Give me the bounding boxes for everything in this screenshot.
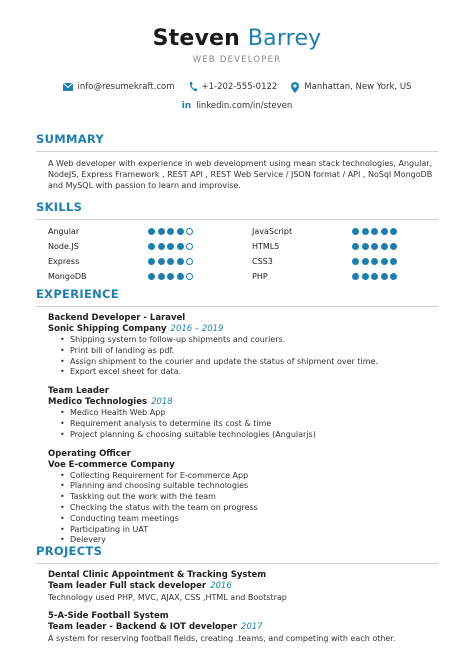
rating-dot-filled bbox=[352, 228, 359, 235]
location-pin-icon bbox=[291, 82, 299, 93]
skill-item bbox=[252, 256, 442, 267]
summary-title: SUMMARY bbox=[36, 132, 105, 146]
rating-dot-filled bbox=[167, 243, 174, 250]
skills-section bbox=[36, 200, 438, 282]
rating-dot-filled bbox=[148, 258, 155, 265]
section-divider bbox=[36, 219, 438, 220]
job-bullet: • Checking the status with the team on progress bbox=[60, 503, 438, 514]
resume-header bbox=[0, 26, 474, 65]
skill-item bbox=[48, 226, 238, 237]
projects-list bbox=[48, 570, 438, 644]
skills-grid bbox=[48, 226, 438, 282]
rating-dot-filled bbox=[167, 258, 174, 265]
last-name: Barrey bbox=[247, 26, 322, 51]
location-text: Manhattan, New York, US bbox=[304, 82, 412, 92]
linkedin-text: linkedin.com/in/steven bbox=[196, 101, 293, 111]
skill-rating bbox=[148, 243, 193, 250]
project-role-line bbox=[48, 622, 438, 633]
rating-dot-filled bbox=[158, 273, 165, 280]
job-bullet: • Print bill of landing as pdf. bbox=[60, 346, 438, 357]
skill-item bbox=[252, 271, 442, 282]
project-name: 5-A-Side Football System bbox=[48, 611, 169, 621]
project-entry bbox=[48, 611, 438, 644]
rating-dot-filled bbox=[158, 228, 165, 235]
job-bullets bbox=[60, 408, 438, 440]
rating-dot-filled bbox=[148, 273, 155, 280]
rating-dot-filled bbox=[390, 273, 397, 280]
rating-dot-empty bbox=[186, 243, 193, 250]
contact-location bbox=[291, 82, 411, 93]
skill-rating bbox=[352, 273, 397, 280]
contact-linkedin[interactable] bbox=[182, 101, 293, 111]
rating-dot-filled bbox=[177, 273, 184, 280]
company-name: Sonic Shipping Company bbox=[48, 324, 167, 334]
project-role-line bbox=[48, 581, 438, 592]
first-name: Steven bbox=[152, 26, 240, 51]
rating-dot-filled bbox=[177, 243, 184, 250]
rating-dot-empty bbox=[186, 258, 193, 265]
company-name: Medico Technologies bbox=[48, 397, 148, 408]
job-title: Operating Officer bbox=[48, 448, 131, 459]
rating-dot-empty bbox=[186, 228, 193, 235]
rating-dot-filled bbox=[381, 243, 388, 250]
contact-phone bbox=[189, 82, 278, 92]
rating-dot-filled bbox=[381, 258, 388, 265]
rating-dot-empty bbox=[186, 273, 193, 280]
job-title: Team Leader bbox=[48, 386, 109, 397]
skill-rating bbox=[352, 258, 397, 265]
rating-dot-filled bbox=[167, 228, 174, 235]
job-bullets bbox=[60, 335, 438, 378]
job-bullet: • Shipping system to follow-up shipments and couriers. bbox=[60, 335, 438, 346]
skill-item bbox=[252, 226, 442, 237]
job-bullet: • Medico Health Web App bbox=[60, 408, 438, 419]
rating-dot-filled bbox=[371, 273, 378, 280]
rating-dot-filled bbox=[371, 228, 378, 235]
rating-dot-filled bbox=[390, 243, 397, 250]
skill-rating bbox=[352, 228, 397, 235]
skill-name: MongoDB bbox=[48, 272, 87, 281]
skill-name: JavaScript bbox=[252, 227, 293, 236]
job-role: WEB DEVELOPER bbox=[192, 55, 282, 65]
job-years: 2018 bbox=[151, 397, 173, 408]
project-years: 2016 bbox=[210, 581, 232, 591]
contact-info bbox=[0, 80, 474, 113]
job-bullet: • Participating in UAT bbox=[60, 525, 438, 536]
skill-name: Node.JS bbox=[48, 242, 79, 251]
job-bullet: • Collecting Requirement for E-commerce App bbox=[60, 471, 438, 482]
skill-rating bbox=[148, 258, 193, 265]
skill-item bbox=[48, 241, 238, 252]
rating-dot-filled bbox=[148, 228, 155, 235]
rating-dot-filled bbox=[177, 258, 184, 265]
rating-dot-filled bbox=[381, 228, 388, 235]
rating-dot-filled bbox=[371, 243, 378, 250]
rating-dot-filled bbox=[362, 273, 369, 280]
project-role: Team leader Full stack developer bbox=[48, 581, 207, 591]
section-divider bbox=[36, 306, 438, 307]
contact-email[interactable] bbox=[63, 82, 175, 92]
project-description: A system for reserving football fields, creating .teams, and competing with each other. bbox=[48, 634, 396, 643]
project-name: Dental Clinic Appointment & Tracking System bbox=[48, 570, 267, 580]
job-entry bbox=[48, 386, 438, 440]
job-years: 2016 – 2019 bbox=[170, 324, 224, 334]
job-entry bbox=[48, 313, 438, 378]
job-entry bbox=[48, 449, 438, 547]
job-bullet: • Delevery bbox=[60, 535, 438, 546]
skill-rating bbox=[148, 273, 193, 280]
skill-item bbox=[48, 256, 238, 267]
rating-dot-filled bbox=[381, 273, 388, 280]
rating-dot-filled bbox=[362, 228, 369, 235]
skill-name: CSS3 bbox=[252, 257, 273, 266]
skill-name: HTML5 bbox=[252, 242, 280, 251]
rating-dot-filled bbox=[167, 273, 174, 280]
job-bullet: • Export excel sheet for data. bbox=[60, 367, 438, 378]
company-name: Voe E-commerce Company bbox=[48, 459, 175, 470]
company-line bbox=[48, 324, 438, 335]
summary-text: A Web developer with experience in web development using mean stack technologies, Angular, NodeJS, Express Framework , REST API , REST Web Service / JSON format / API , NoSql MongoDB and MySQL with passion to learn and improvise. bbox=[48, 159, 433, 190]
skill-rating bbox=[352, 243, 397, 250]
job-bullet: • Taskking out the work with the team bbox=[60, 492, 438, 503]
experience-list bbox=[48, 313, 438, 546]
project-description: Technology used PHP, MVC, AJAX, CSS ,HTML and Bootstrap bbox=[48, 593, 287, 602]
rating-dot-filled bbox=[371, 258, 378, 265]
rating-dot-filled bbox=[158, 258, 165, 265]
skill-item bbox=[252, 241, 442, 252]
job-bullets bbox=[60, 471, 438, 547]
projects-title: PROJECTS bbox=[36, 544, 103, 558]
section-divider bbox=[36, 151, 438, 152]
skills-title: SKILLS bbox=[36, 200, 83, 214]
experience-section bbox=[36, 287, 438, 554]
skill-name: Angular bbox=[48, 227, 80, 236]
phone-text: +1-202-555-0122 bbox=[201, 82, 278, 92]
email-icon bbox=[63, 83, 73, 91]
project-years: 2017 bbox=[240, 622, 263, 632]
skill-item bbox=[48, 271, 238, 282]
experience-title: EXPERIENCE bbox=[36, 287, 119, 301]
rating-dot-filled bbox=[177, 228, 184, 235]
company-line bbox=[48, 397, 438, 408]
skill-rating bbox=[148, 228, 193, 235]
skill-name: PHP bbox=[252, 272, 268, 281]
rating-dot-filled bbox=[352, 273, 359, 280]
email-text: info@resumekraft.com bbox=[77, 82, 175, 92]
company-line bbox=[48, 460, 438, 471]
rating-dot-filled bbox=[352, 243, 359, 250]
project-entry bbox=[48, 570, 438, 603]
linkedin-icon: in bbox=[181, 101, 192, 111]
summary-section bbox=[36, 132, 438, 191]
rating-dot-filled bbox=[362, 258, 369, 265]
phone-icon bbox=[189, 82, 197, 92]
rating-dot-filled bbox=[390, 258, 397, 265]
rating-dot-filled bbox=[390, 228, 397, 235]
candidate-name bbox=[0, 26, 474, 52]
section-divider bbox=[36, 563, 438, 564]
job-bullet: • Assign shipment to the courier and update the status of shipment over time. bbox=[60, 357, 438, 368]
projects-section bbox=[36, 544, 438, 652]
job-bullet: • Conducting team meetings bbox=[60, 514, 438, 525]
project-role: Team leader - Backend & IOT developer bbox=[48, 622, 237, 632]
job-bullet: • Project planning & choosing suitable technologies (Angularjs) bbox=[60, 430, 438, 441]
rating-dot-filled bbox=[158, 243, 165, 250]
rating-dot-filled bbox=[352, 258, 359, 265]
skill-name: Express bbox=[48, 257, 80, 266]
rating-dot-filled bbox=[362, 243, 369, 250]
job-title: Backend Developer - Laravel bbox=[48, 313, 186, 323]
job-bullet: • Requirement analysis to determine its cost & time bbox=[60, 419, 438, 430]
rating-dot-filled bbox=[148, 243, 155, 250]
job-bullet: • Planning and choosing suitable technologies bbox=[60, 481, 438, 492]
